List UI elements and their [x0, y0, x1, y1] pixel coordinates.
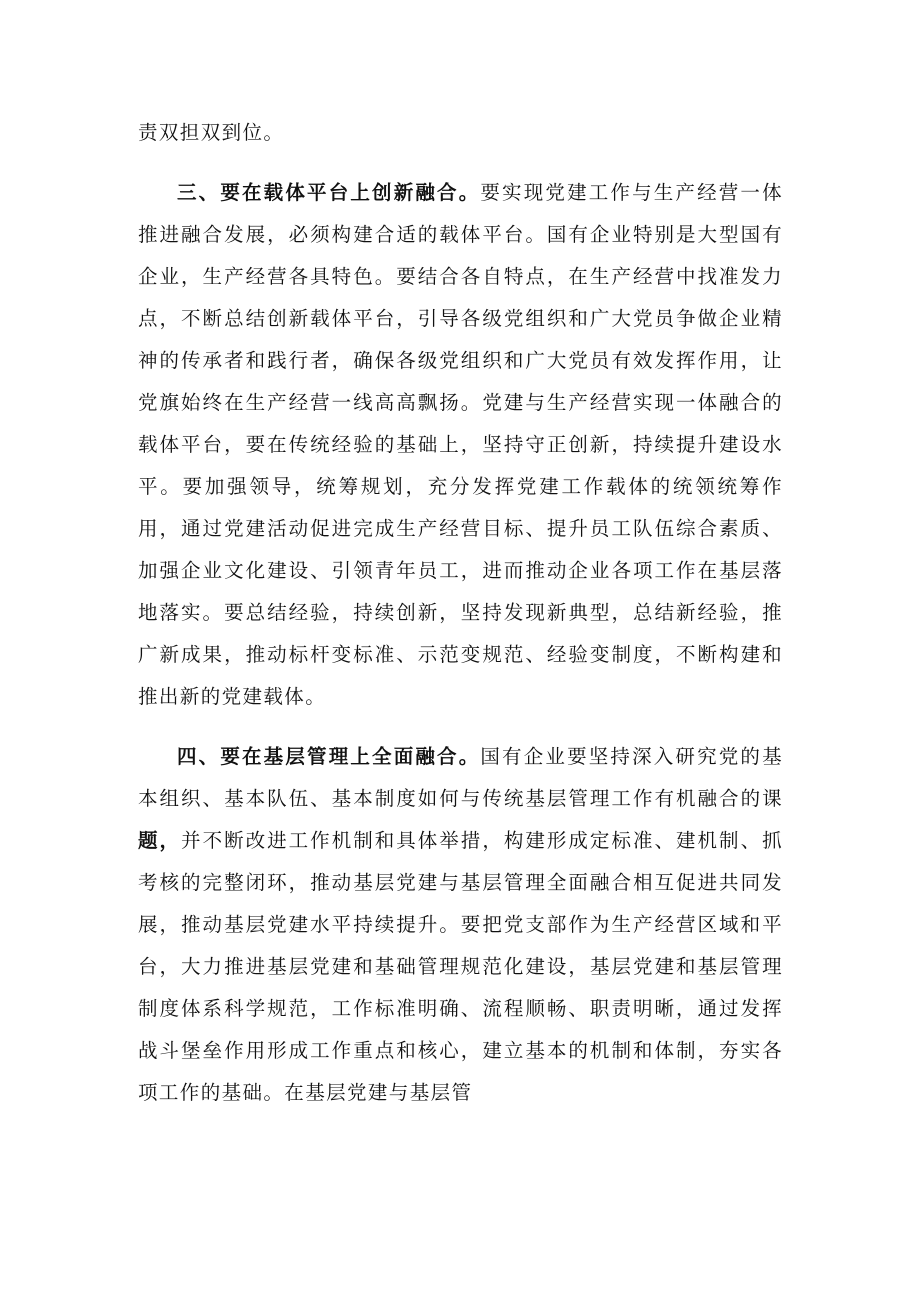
paragraph-text: 要实现党建工作与生产经营一体推进融合发展，必须构建合适的载体平台。国有企业特别是大型国有企业，生产经营各具特色。要结合各自特点，在生产经营中找准发力点，不断总结创新载体平台，引导各级党组织和广大党员争做企业精神的传承者和践行者，确保各级党组织和广大党员有效发挥作用，让党旗始终在生产经营一线高高飘扬。党建与生产经营实现一体融合的载体平台，要在传统经验的基础上，坚持守正创新，持续提升建设水平。要加强领导，统筹规划，充分发挥党建工作载体的统领统筹作用，通过党建活动促进完成生产经营目标、提升员工队伍综合素质、加强企业文化建设、引领青年员工，进而推动企业各项工作在基层落地落实。要总结经验，持续创新，坚持发现新典型，总结新经验，推广新成果，推动标杆变标准、示范变规范、经验变制度，不断构建和推出新的党建载体。 [138, 181, 783, 708]
paragraph-text: 责双担双到位。 [138, 121, 285, 144]
paragraph-section-four [138, 736, 783, 1114]
section-heading: 三、要在载体平台上创新融合。 [177, 181, 481, 204]
document-page [138, 112, 783, 1114]
inline-bold-text: 题， [138, 829, 182, 852]
paragraph-continuation [138, 112, 783, 154]
paragraph-section-three [138, 172, 783, 718]
paragraph-text: 国有企业要坚持深入研究党的基本组织、基本队伍、基本制度如何与传统基层管理工作有机融合的课 [138, 745, 783, 810]
paragraph-text: 并不断改进工作机制和具体举措，构建形成定标准、建机制、抓考核的完整闭环，推动基层党建与基层管理全面融合相互促进共同发展，推动基层党建水平持续提升。要把党支部作为生产经营区域和平台，大力推进基层党建和基础管理规范化建设，基层党建和基层管理制度体系科学规范，工作标准明确、流程顺畅、职责明晰，通过发挥战斗堡垒作用形成工作重点和核心，建立基本的机制和体制，夯实各项工作的基础。在基层党建与基层管 [138, 829, 783, 1104]
section-heading: 四、要在基层管理上全面融合。 [177, 745, 481, 768]
